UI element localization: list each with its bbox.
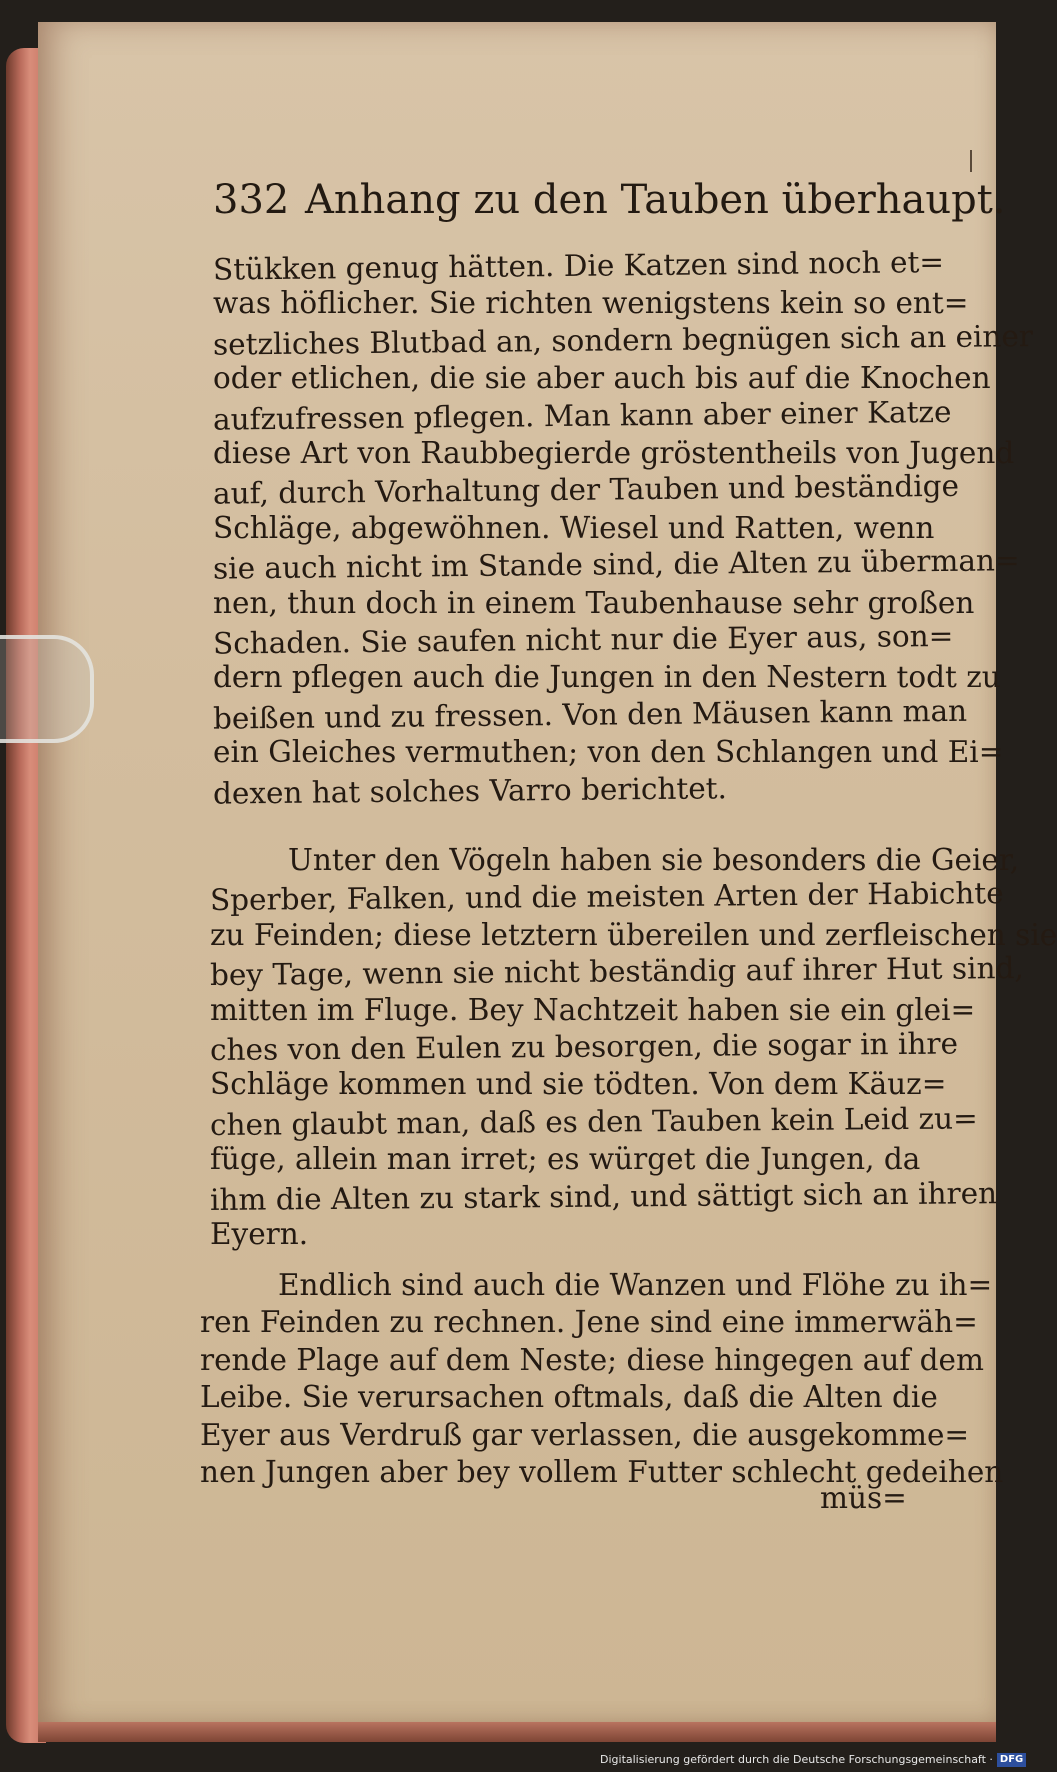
text-line: Eyern. [210,1217,309,1252]
text-line: dexen hat solches Varro berichtet. [212,770,728,811]
text-line: Eyer aus Verdruß gar verlassen, die ausgekomme= [200,1417,970,1452]
catchword: müs= [820,1481,907,1515]
text-line: Leibe. Sie verursachen oftmals, daß die Alten die [200,1380,938,1415]
text-line: dern pflegen auch die Jungen in den Nestern todt zu [213,660,1001,695]
text-line: ein Gleiches vermuthen; von den Schlangen und Ei= [213,735,1004,770]
margin-mark [970,150,972,172]
text-line: mitten im Fluge. Bey Nachtzeit haben sie ein glei= [210,992,976,1027]
running-header [213,170,1006,230]
text-line: rende Plage auf dem Neste; diese hingegen auf dem [200,1342,984,1377]
text-line: auf, durch Vorhaltung der Tauben und beständige [212,469,960,512]
text-line: zu Feinden; diese letztern übereilen und zerfleischen sie [210,917,1057,952]
text-line: Schläge, abgewöhnen. Wiesel und Ratten, wenn [213,510,935,545]
text-line: Unter den Vögeln haben sie besonders die Geier, [288,843,1020,877]
text-line: sie auch nicht im Stande sind, die Alten zu überman= [212,543,1020,586]
paragraph-3 [200,1267,1004,1491]
text-line: oder etlichen, die sie aber auch bis auf die Knochen [213,361,991,396]
digitization-credit [600,1752,1024,1768]
text-line: diese Art von Raubbegierde gröstentheils von Jugend [213,436,1015,471]
text-line: Endlich sind auch die Wanzen und Flöhe zu ih= [278,1268,993,1302]
credit-text: Digitalisierung gefördert durch die Deutsche Forschungsgemeinschaft · [600,1753,993,1766]
text-line: ihm die Alten zu stark sind, und sättigt sich an ihren [209,1175,998,1217]
page-clip [0,635,94,743]
page-bottom-edge [38,1722,996,1742]
text-line: Schläge kommen und sie tödten. Von dem Käuz= [210,1067,947,1102]
page-number: 332 [213,177,290,223]
text-line: nen, thun doch in einem Taubenhause sehr großen [213,585,975,620]
dfg-logo: DFG [997,1753,1026,1767]
text-line: setzliches Blutbad an, sondern begnügen sich an einer [212,318,1034,362]
running-title: Anhang zu den Tauben überhaupt. [305,177,1006,223]
text-line: beißen und zu fressen. Von den Mäusen kann man [212,693,968,736]
text-line: chen glaubt man, daß es den Tauben kein Leid zu= [209,1101,978,1142]
text-line: nen Jungen aber bey vollem Futter schlecht gedeihen [200,1455,1004,1490]
paragraph-2 [209,842,1057,1253]
text-line: ren Feinden zu rechnen. Jene sind eine immerwäh= [200,1305,978,1340]
text-line: Sperber, Falken, und die meisten Arten der Habichte [209,876,1004,918]
text-line: ches von den Eulen zu besorgen, die sogar in ihre [209,1026,959,1068]
text-line: was höflicher. Sie richten wenigstens kein so ent= [213,286,969,321]
text-line: Stükken genug hätten. Die Katzen sind noch et= [212,244,945,287]
text-line: füge, allein man irret; es würget die Jungen, da [210,1142,921,1177]
text-line: Schaden. Sie saufen nicht nur die Eyer aus, son= [212,618,954,661]
text-line: bey Tage, wenn sie nicht beständig auf ihrer Hut sind, [209,951,1024,993]
text-line: aufzufressen pflegen. Man kann aber einer Katze [212,394,952,437]
paragraph-1 [212,244,1034,811]
